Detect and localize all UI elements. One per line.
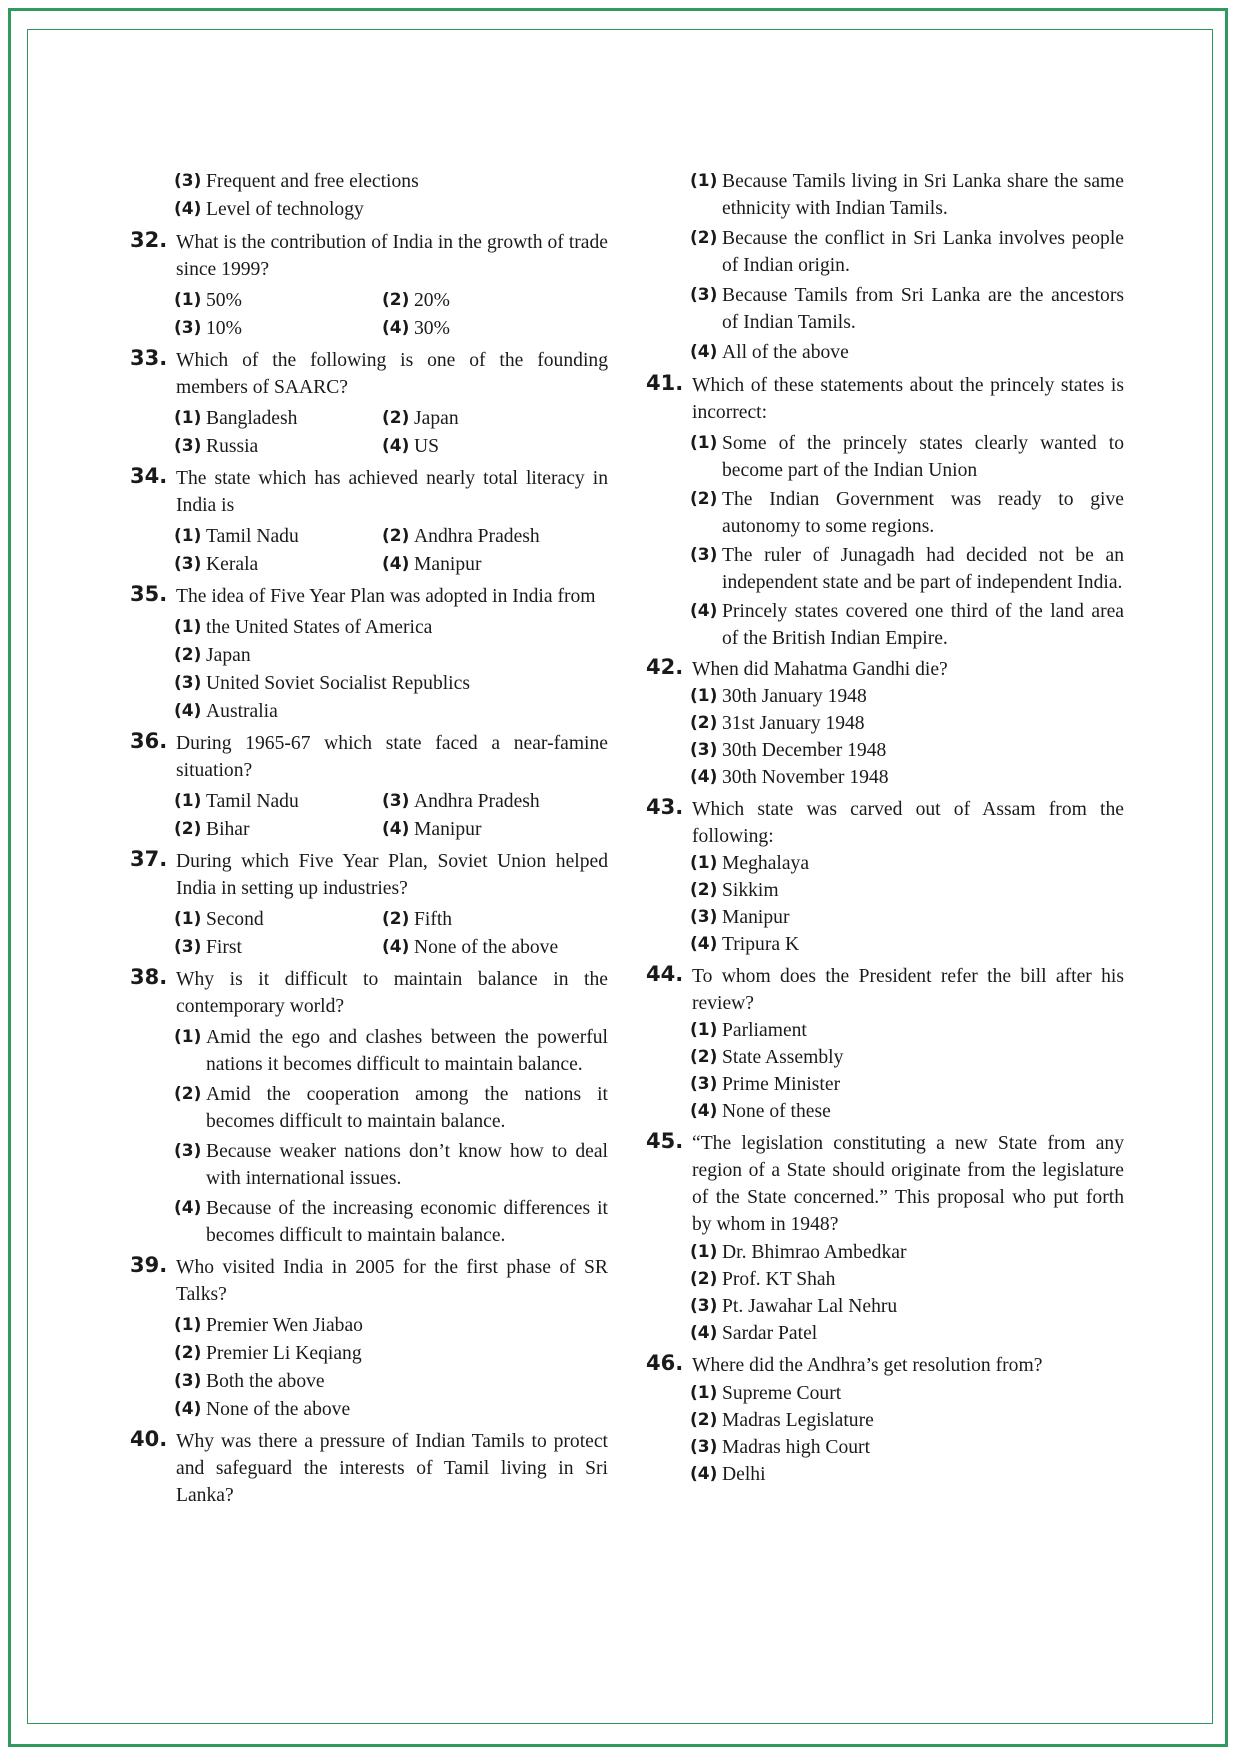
question-42-options <box>690 683 1124 791</box>
option[interactable]: (3) Pt. Jawahar Lal Nehru <box>690 1296 898 1317</box>
option[interactable]: (1) Second <box>174 909 264 930</box>
question-46: 46. Where did the Andhra’s get resolution from? <box>646 1351 1043 1376</box>
option[interactable]: (4) Delhi <box>690 1464 766 1485</box>
question-43-options <box>690 850 1124 958</box>
option[interactable]: (4) Tripura K <box>690 934 800 955</box>
option[interactable]: (3) 30th December 1948 <box>690 740 887 761</box>
option[interactable]: (3) The ruler of Junagadh had decided not be an independent state and be part of independent India. <box>690 545 1124 593</box>
question-34: 34. The state which has achieved nearly total literacy in India is <box>130 464 608 516</box>
option[interactable]: (4) 30% <box>382 318 450 339</box>
right-column <box>646 168 1124 1488</box>
question-36-options <box>174 788 608 843</box>
option[interactable]: (2) Japan <box>174 645 251 666</box>
question-39: 39. Who visited India in 2005 for the first phase of SR Talks? <box>130 1253 608 1305</box>
option[interactable]: (3) First <box>174 937 242 958</box>
question-40: 40. Why was there a pressure of Indian Tamils to protect and safeguard the interests of Tamil living in Sri Lanka? <box>130 1427 608 1506</box>
option[interactable]: (1) 30th January 1948 <box>690 686 867 707</box>
option[interactable]: (4) Manipur <box>382 554 482 575</box>
option[interactable]: (1) the United States of America <box>174 617 433 638</box>
option[interactable]: (1) Meghalaya <box>690 853 810 874</box>
question-44: 44. To whom does the President refer the bill after his review? <box>646 962 1124 1014</box>
option[interactable]: (2) Bihar <box>174 819 250 840</box>
option[interactable]: (2) Sikkim <box>690 880 779 901</box>
option[interactable]: (4) US <box>382 436 440 457</box>
option[interactable]: (2) Fifth <box>382 909 453 930</box>
option[interactable]: (3) Because Tamils from Sri Lanka are the ancestors of Indian Tamils. <box>690 285 1124 333</box>
option[interactable]: (2) Premier Li Keqiang <box>174 1343 362 1364</box>
option[interactable]: (2) 31st January 1948 <box>690 713 865 734</box>
option[interactable]: (3) Because weaker nations don’t know how to deal with international issues. <box>174 1141 608 1189</box>
option[interactable]: (2) Japan <box>382 408 459 429</box>
option[interactable]: (4) 30th November 1948 <box>690 767 889 788</box>
option[interactable]: (3) Kerala <box>174 554 259 575</box>
option[interactable]: (2) Madras Legislature <box>690 1410 874 1431</box>
option[interactable]: (2) Andhra Pradesh <box>382 526 540 547</box>
option[interactable]: (3) Madras high Court <box>690 1437 871 1458</box>
left-column <box>130 168 608 1509</box>
option[interactable]: (3) Andhra Pradesh <box>382 791 540 812</box>
option[interactable]: (4) Sardar Patel <box>690 1323 818 1344</box>
question-42: 42. When did Mahatma Gandhi die? <box>646 655 948 680</box>
option[interactable]: (4) None of these <box>690 1101 831 1122</box>
option[interactable]: (4) Princely states covered one third of the land area of the British Indian Empire. <box>690 601 1124 649</box>
option[interactable]: (4) Manipur <box>382 819 482 840</box>
option[interactable]: (2) Because the conflict in Sri Lanka involves people of Indian origin. <box>690 228 1124 276</box>
option[interactable]: (2) State Assembly <box>690 1047 844 1068</box>
option[interactable]: (3) United Soviet Socialist Republics <box>174 673 470 694</box>
question-35: 35. The idea of Five Year Plan was adopted in India from <box>130 582 596 607</box>
question-32: 32. What is the contribution of India in the growth of trade since 1999? <box>130 228 608 280</box>
option[interactable]: (1) Dr. Bhimrao Ambedkar <box>690 1242 907 1263</box>
option[interactable]: (4) None of the above <box>382 937 559 958</box>
carry-option-3: (3) Frequent and free elections <box>174 171 419 192</box>
option[interactable]: (1) 50% <box>174 290 242 311</box>
option[interactable]: (2) Prof. KT Shah <box>690 1269 836 1290</box>
option[interactable]: (2) Amid the cooperation among the nations it becomes difficult to maintain balance. <box>174 1084 608 1132</box>
question-32-options <box>174 287 608 342</box>
question-46-options <box>690 1380 1124 1488</box>
question-38-options <box>174 1024 608 1249</box>
option[interactable]: (4) Australia <box>174 701 278 722</box>
question-38: 38. Why is it difficult to maintain balance in the contemporary world? <box>130 965 608 1017</box>
question-41-options <box>690 430 1124 652</box>
question-35-options <box>174 614 608 725</box>
question-36: 36. During 1965-67 which state faced a near-famine situation? <box>130 729 608 781</box>
question-43: 43. Which state was carved out of Assam from the following: <box>646 795 1124 847</box>
option[interactable]: (1) Supreme Court <box>690 1383 842 1404</box>
question-44-options <box>690 1017 1124 1125</box>
question-45: 45. “The legislation constituting a new State from any region of a State should originate from the legislature of the State concerned.” This proposal who put forth by whom in 1948? <box>646 1129 1124 1235</box>
option[interactable]: (4) None of the above <box>174 1399 351 1420</box>
option[interactable]: (2) 20% <box>382 290 450 311</box>
option[interactable]: (1) Because Tamils living in Sri Lanka share the same ethnicity with Indian Tamils. <box>690 171 1124 219</box>
option[interactable]: (3) Manipur <box>690 907 790 928</box>
question-33: 33. Which of the following is one of the founding members of SAARC? <box>130 346 608 398</box>
question-37: 37. During which Five Year Plan, Soviet Union helped India in setting up industries? <box>130 847 608 899</box>
option[interactable]: (3) Both the above <box>174 1371 325 1392</box>
option[interactable]: (3) Russia <box>174 436 259 457</box>
carry-option-4: (4) Level of technology <box>174 199 364 220</box>
option[interactable]: (1) Premier Wen Jiabao <box>174 1315 363 1336</box>
option[interactable]: (1) Tamil Nadu <box>174 526 299 547</box>
option[interactable]: (4) All of the above <box>690 342 849 363</box>
option[interactable]: (3) 10% <box>174 318 242 339</box>
question-45-options <box>690 1239 1124 1347</box>
question-41: 41. Which of these statements about the princely states is incorrect: <box>646 371 1124 423</box>
option[interactable]: (1) Bangladesh <box>174 408 298 429</box>
option[interactable]: (3) Prime Minister <box>690 1074 841 1095</box>
option[interactable]: (4) Because of the increasing economic differences it becomes difficult to maintain balance. <box>174 1198 608 1246</box>
question-39-options <box>174 1312 608 1423</box>
question-37-options <box>174 906 608 961</box>
question-34-options <box>174 523 608 578</box>
question-40-options <box>690 168 1124 366</box>
option[interactable]: (1) Amid the ego and clashes between the powerful nations it becomes difficult to maintain balance. <box>174 1027 608 1075</box>
question-33-options <box>174 405 608 460</box>
option[interactable]: (1) Tamil Nadu <box>174 791 299 812</box>
option[interactable]: (1) Some of the princely states clearly wanted to become part of the Indian Union <box>690 433 1124 481</box>
option[interactable]: (2) The Indian Government was ready to give autonomy to some regions. <box>690 489 1124 537</box>
option[interactable]: (1) Parliament <box>690 1020 807 1041</box>
